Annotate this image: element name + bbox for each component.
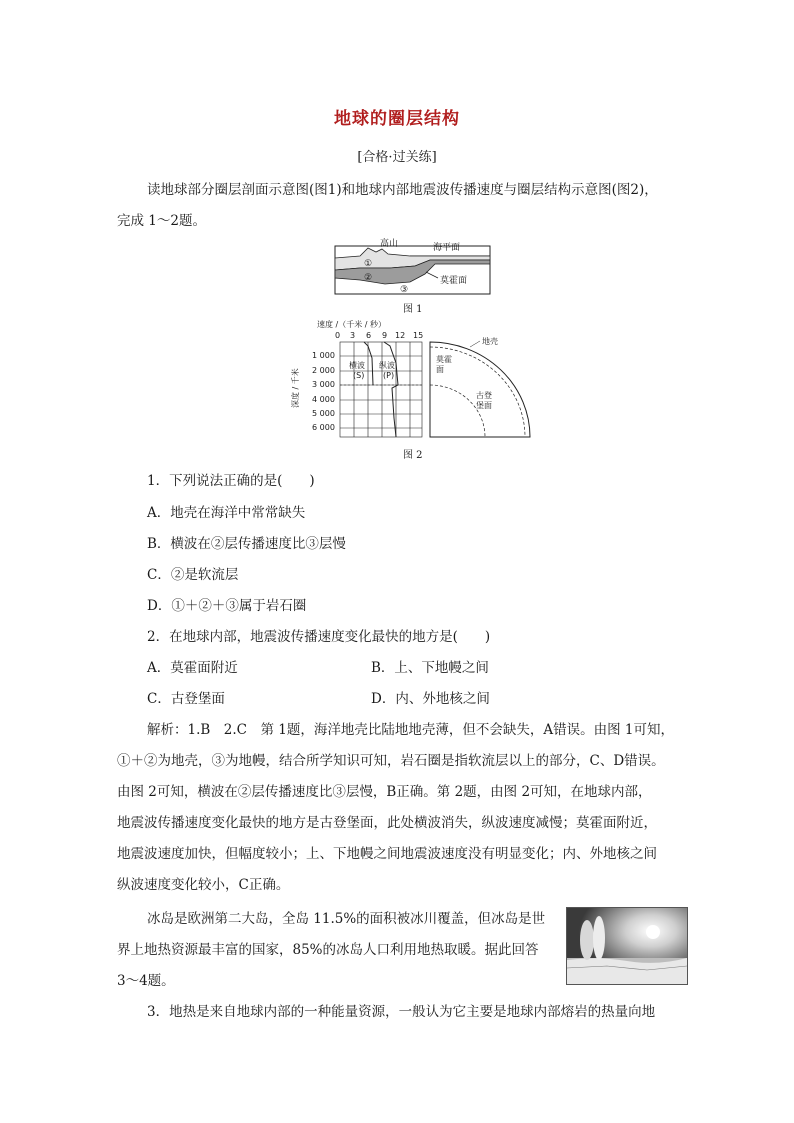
figure-1-diagram xyxy=(330,238,495,298)
q2-stem: 2．在地球内部，地震波传播速度变化最快的地方是( ) xyxy=(147,629,491,645)
figure-2-label-crust: 地壳 xyxy=(482,337,498,346)
figure-2-y-title: 深度 / 千米 xyxy=(291,368,300,408)
geyser-photo xyxy=(566,907,688,985)
iceland-line-2: 界上地热资源最丰富的国家，85%的冰岛人口利用地热取暖。据此回答 xyxy=(117,942,539,958)
figure-2-y-ticks xyxy=(312,351,335,432)
figure-1-marker-2: ② xyxy=(364,273,373,283)
figure-2-s-wave-curve xyxy=(364,342,373,385)
analysis-line-4: 地震波传播速度变化最快的地方是古登堡面，此处横波消失，纵波速度减慢；莫霍面附近， xyxy=(117,815,657,831)
figure-2-label-s-wave: 横波 xyxy=(349,361,365,370)
figure-2-x-tick: 15 xyxy=(413,331,424,340)
section-subtitle: [合格·过关练] xyxy=(357,150,437,165)
q1-stem: 1．下列说法正确的是( ) xyxy=(147,473,315,489)
figure-2-x-tick: 3 xyxy=(350,331,356,340)
figure-2-x-tick: 9 xyxy=(382,331,388,340)
figure-2-label-gutenberg: 古登 xyxy=(476,391,492,400)
figure-2-grid xyxy=(340,342,422,437)
figure-2-y-tick: 3 000 xyxy=(312,380,335,389)
q2-option-a: A．莫霍面附近 xyxy=(147,660,238,676)
q2-option-d: D．内、外地核之间 xyxy=(371,691,490,707)
figure-1-marker-1: ① xyxy=(364,259,373,269)
intro-line-1: 读地球部分圈层剖面示意图(图1)和地球内部地震波传播速度与圈层结构示意图(图2)， xyxy=(147,182,658,198)
figure-2-y-tick: 4 000 xyxy=(312,395,335,404)
figure-2-label-moho-2: 面 xyxy=(436,365,444,374)
figure-1-label-mountain: 高山 xyxy=(380,239,399,249)
figure-1-marker-3: ③ xyxy=(400,285,409,295)
figure-2-label-moho: 莫霍 xyxy=(436,355,452,364)
figure-2-diagram xyxy=(291,318,535,448)
figure-2-label-p-wave: 纵波 xyxy=(379,361,395,370)
analysis-line-3: 由图 2可知，横波在②层传播速度比③层慢，B正确。第 2题，由图 2可知，在地球内部， xyxy=(117,784,652,800)
analysis-line-5: 地震波速度加快，但幅度较小；上、下地幔之间地震波速度没有明显变化；内、外地核之间 xyxy=(117,846,657,862)
figure-2-x-ticks xyxy=(335,331,423,340)
q1-option-b: B．横波在②层传播速度比③层慢 xyxy=(147,536,346,552)
analysis-line-2: ①＋②为地壳，③为地幔，结合所学知识可知，岩石圈是指软流层以上的部分，C、D错误。 xyxy=(117,753,665,769)
figure-2-y-tick: 6 000 xyxy=(312,423,335,432)
figure-2-y-tick: 2 000 xyxy=(312,366,335,375)
figure-2-axis-title: 速度 /（千米 / 秒） xyxy=(317,320,387,329)
analysis-line-1: 解析：1.B 2.C 第 1题，海洋地壳比陆地地壳薄，但不会缺失，A错误。由图 1可知， xyxy=(147,722,675,738)
q2-option-c: C．古登堡面 xyxy=(147,691,225,707)
iceland-line-3: 3～4题。 xyxy=(117,973,175,989)
q1-option-d: D．①＋②＋③属于岩石圈 xyxy=(147,598,307,614)
figure-2-label-p-mark: (P) xyxy=(383,371,395,380)
intro-line-2: 完成 1～2题。 xyxy=(117,213,206,229)
q3-stem: 3．地热是来自地球内部的一种能量资源，一般认为它主要是地球内部熔岩的热量向地 xyxy=(147,1004,656,1020)
figure-2-label-gutenberg-2: 堡面 xyxy=(476,401,492,410)
figure-1-caption: 图 1 xyxy=(403,304,423,315)
figure-2-x-tick: 0 xyxy=(335,331,341,340)
figure-2-y-tick: 5 000 xyxy=(312,409,335,418)
q1-option-a: A．地壳在海洋中常常缺失 xyxy=(147,505,306,521)
q2-option-b: B．上、下地幔之间 xyxy=(371,660,489,676)
figure-1-label-moho: 莫霍面 xyxy=(440,276,468,286)
figure-2-x-tick: 12 xyxy=(395,331,406,340)
figure-2-caption: 图 2 xyxy=(403,450,423,461)
analysis-line-6: 纵波速度变化较小，C正确。 xyxy=(117,877,290,893)
iceland-line-1: 冰岛是欧洲第二大岛，全岛 11.5%的面积被冰川覆盖，但冰岛是世 xyxy=(147,911,546,927)
figure-2-y-tick: 1 000 xyxy=(312,351,335,360)
figure-2-label-s-mark: (S) xyxy=(353,371,365,380)
page-title: 地球的圈层结构 xyxy=(334,109,460,129)
figure-1-label-sea: 海平面 xyxy=(433,243,461,253)
q1-option-c: C．②是软流层 xyxy=(147,567,239,583)
figure-2-x-tick: 6 xyxy=(366,331,372,340)
